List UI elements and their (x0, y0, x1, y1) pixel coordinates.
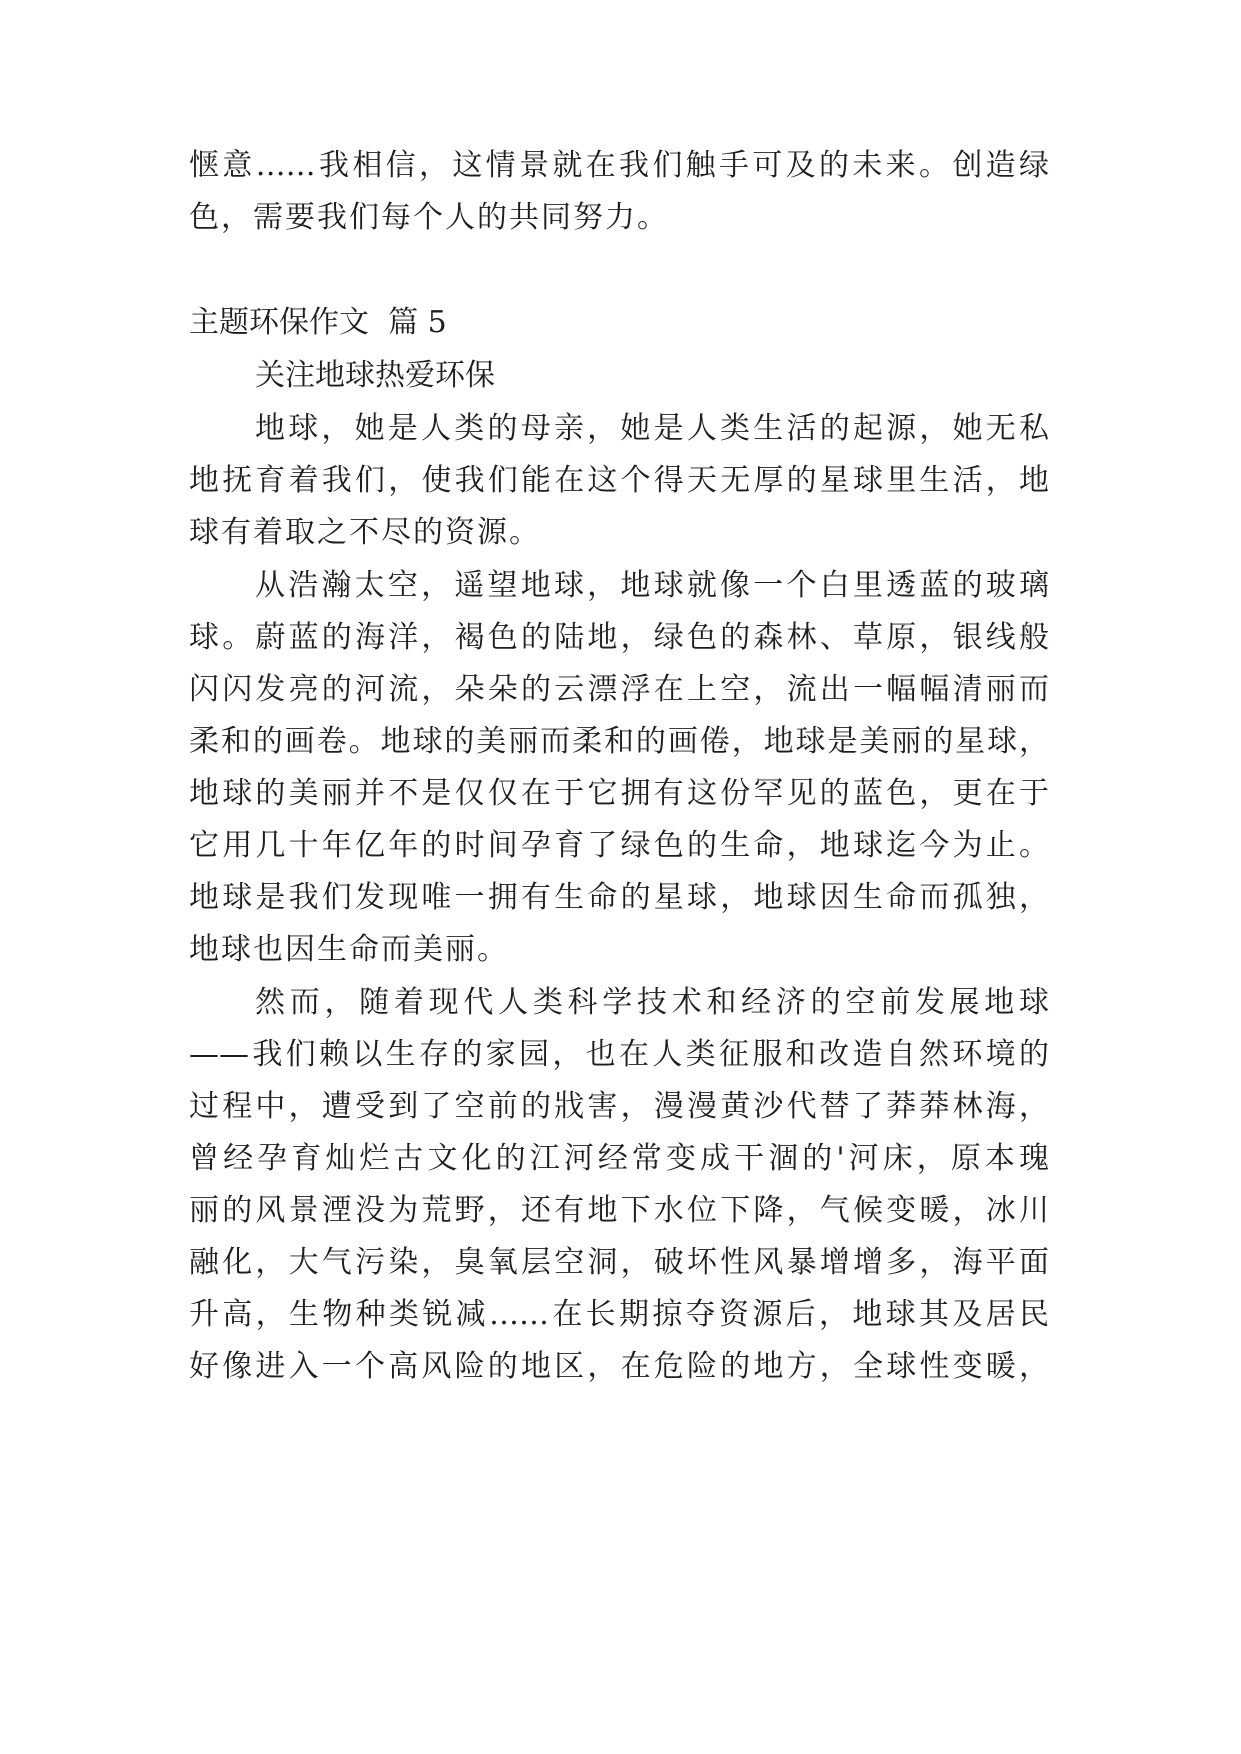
paragraph-2-line-5: 地球的美丽并不是仅仅在于它拥有这份罕见的蓝色，更在于 (189, 776, 1049, 811)
paragraph-2-line-1: 从浩瀚太空，遥望地球，地球就像一个白里透蓝的玻璃 (255, 568, 1049, 603)
paragraph-3-line-8: 好像进入一个高风险的地区，在危险的地方，全球性变暖， (189, 1349, 1049, 1384)
paragraph-1-line-2: 地抚育着我们，使我们能在这个得天无厚的星球里生活，地 (189, 463, 1049, 498)
paragraph-2-line-2: 球。蔚蓝的海洋，褐色的陆地，绿色的森林、草原，银线般 (189, 620, 1049, 655)
paragraph-3-line-3: 过程中，遭受到了空前的戕害，漫漫黄沙代替了莽莽林海， (189, 1089, 1049, 1124)
intro-line-1: 惬意……我相信，这情景就在我们触手可及的未来。创造绿 (189, 148, 1049, 183)
paragraph-3-line-5: 丽的风景湮没为荒野，还有地下水位下降，气候变暖，冰川 (189, 1193, 1049, 1228)
paragraph-2-line-4: 柔和的画卷。地球的美丽而柔和的画倦，地球是美丽的星球， (189, 724, 1049, 759)
intro-line-2: 色，需要我们每个人的共同努力。 (189, 200, 669, 235)
paragraph-3-line-2: ——我们赖以生存的家园，也在人类征服和改造自然环境的 (189, 1037, 1049, 1072)
paragraph-3-line-4: 曾经孕育灿烂古文化的江河经常变成干涸的'河床，原本瑰 (189, 1141, 1049, 1176)
section-heading: 主题环保作文 篇 5 (189, 305, 447, 340)
paragraph-3-line-7: 升高，生物种类锐减……在长期掠夺资源后，地球其及居民 (189, 1297, 1049, 1332)
paragraph-2-line-3: 闪闪发亮的河流，朵朵的云漂浮在上空，流出一幅幅清丽而 (189, 672, 1049, 707)
paragraph-2-line-6: 它用几十年亿年的时间孕育了绿色的生命，地球迄今为止。 (189, 828, 1049, 863)
paragraph-2-line-7: 地球是我们发现唯一拥有生命的星球，地球因生命而孤独， (189, 880, 1049, 915)
paragraph-3-line-1: 然而，随着现代人类科学技术和经济的空前发展地球 (255, 985, 1049, 1020)
paragraph-1-line-3: 球有着取之不尽的资源。 (189, 515, 541, 550)
paragraph-1-line-1: 地球，她是人类的母亲，她是人类生活的起源，她无私 (255, 411, 1049, 446)
paragraph-2-line-8: 地球也因生命而美丽。 (189, 932, 509, 967)
paragraph-3-line-6: 融化，大气污染，臭氧层空洞，破坏性风暴增增多，海平面 (189, 1245, 1049, 1280)
essay-title: 关注地球热爱环保 (255, 358, 495, 393)
